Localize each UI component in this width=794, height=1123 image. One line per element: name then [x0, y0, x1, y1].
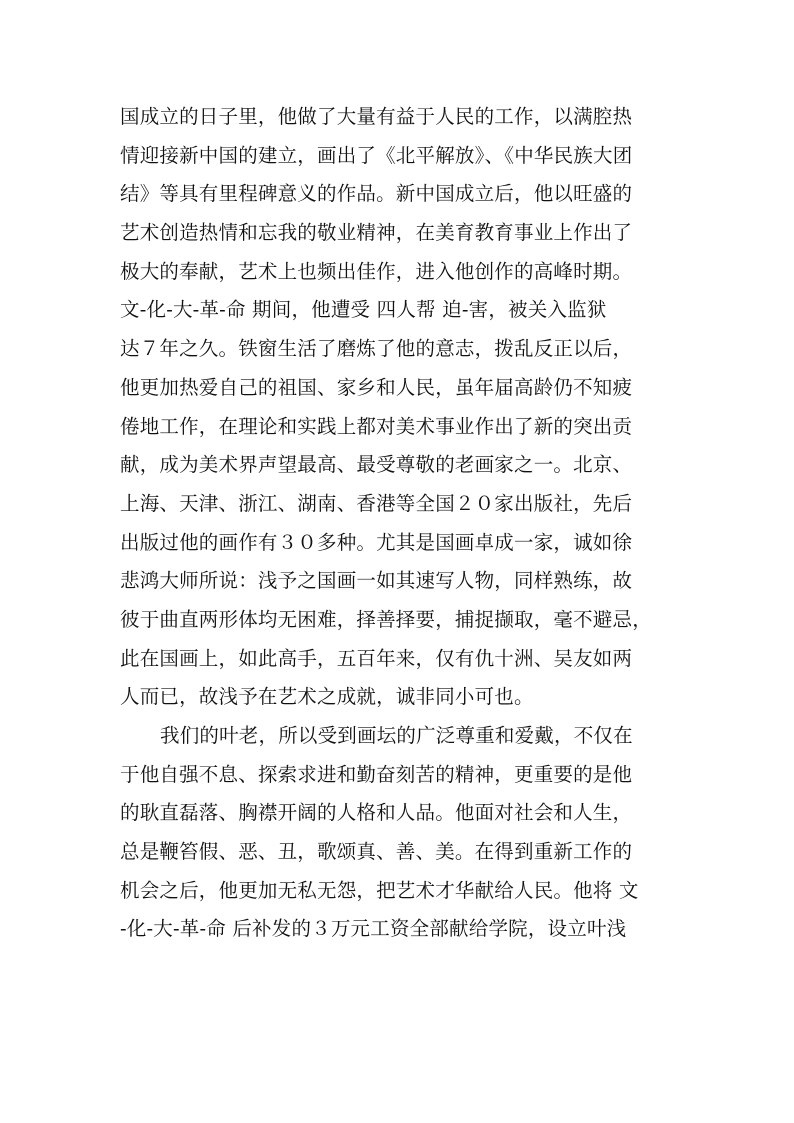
text-line: 结》等具有里程碑意义的作品。新中国成立后，他以旺盛的 — [120, 182, 633, 206]
text-line: 倦地工作，在理论和实践上都对美术事业作出了新的突出贡 — [120, 414, 633, 438]
text-line: 情迎接新中国的建立，画出了《北平解放》、《中华民族大团 — [120, 143, 633, 167]
text-line: 出版过他的画作有３０多种。尤其是国画卓成一家，诚如徐 — [120, 530, 633, 554]
text-line: 艺术创造热情和忘我的敬业精神，在美育教育事业上作出了 — [120, 221, 633, 245]
text-line: 彼于曲直两形体均无困难，择善择要，捕捉撷取，毫不避忌， — [120, 607, 652, 631]
paragraph-start-line: 我们的叶老，所以受到画坛的广泛尊重和爱戴，不仅在 — [160, 724, 633, 747]
text-line: 上海、天津、浙江、湖南、香港等全国２０家出版社，先后 — [120, 491, 633, 515]
text-line: 他更加热爱自己的祖国、家乡和人民，虽年届高龄仍不知疲 — [120, 375, 633, 399]
text-line: 达７年之久。铁窗生活了磨炼了他的意志，拨乱反正以后， — [120, 337, 633, 361]
text-line: 悲鸿大师所说：浅予之国画一如其速写人物，同样熟练，故 — [120, 569, 633, 593]
text-line: 机会之后，他更加无私无怨，把艺术才华献给人民。他将 文 — [120, 878, 639, 902]
text-line: -化-大-革-命 后补发的３万元工资全部献给学院，设立叶浅 — [120, 917, 627, 941]
text-line: 极大的奉献，艺术上也频出佳作，进入他创作的高峰时期。 — [120, 259, 633, 283]
text-line: 文-化-大-革-命 期间，他遭受 四人帮 迫-害，被关入监狱 — [120, 298, 607, 322]
text-line: 总是鞭笞假、恶、丑，歌颂真、善、美。在得到重新工作的 — [120, 840, 633, 864]
text-line: 此在国画上，如此高手，五百年来，仅有仇十洲、吴友如两 — [120, 646, 633, 670]
text-line: 献，成为美术界声望最高、最受尊敬的老画家之一。北京、 — [120, 453, 633, 477]
text-line: 国成立的日子里，他做了大量有益于人民的工作，以满腔热 — [120, 105, 633, 128]
text-line: 于他自强不息、探索求进和勤奋刻苦的精神，更重要的是他 — [120, 762, 633, 786]
text-line: 人而已，故浅予在艺术之成就，诚非同小可也。 — [120, 685, 534, 709]
text-line: 的耿直磊落、胸襟开阔的人格和人品。他面对社会和人生， — [120, 801, 633, 825]
body-text — [120, 98, 680, 949]
